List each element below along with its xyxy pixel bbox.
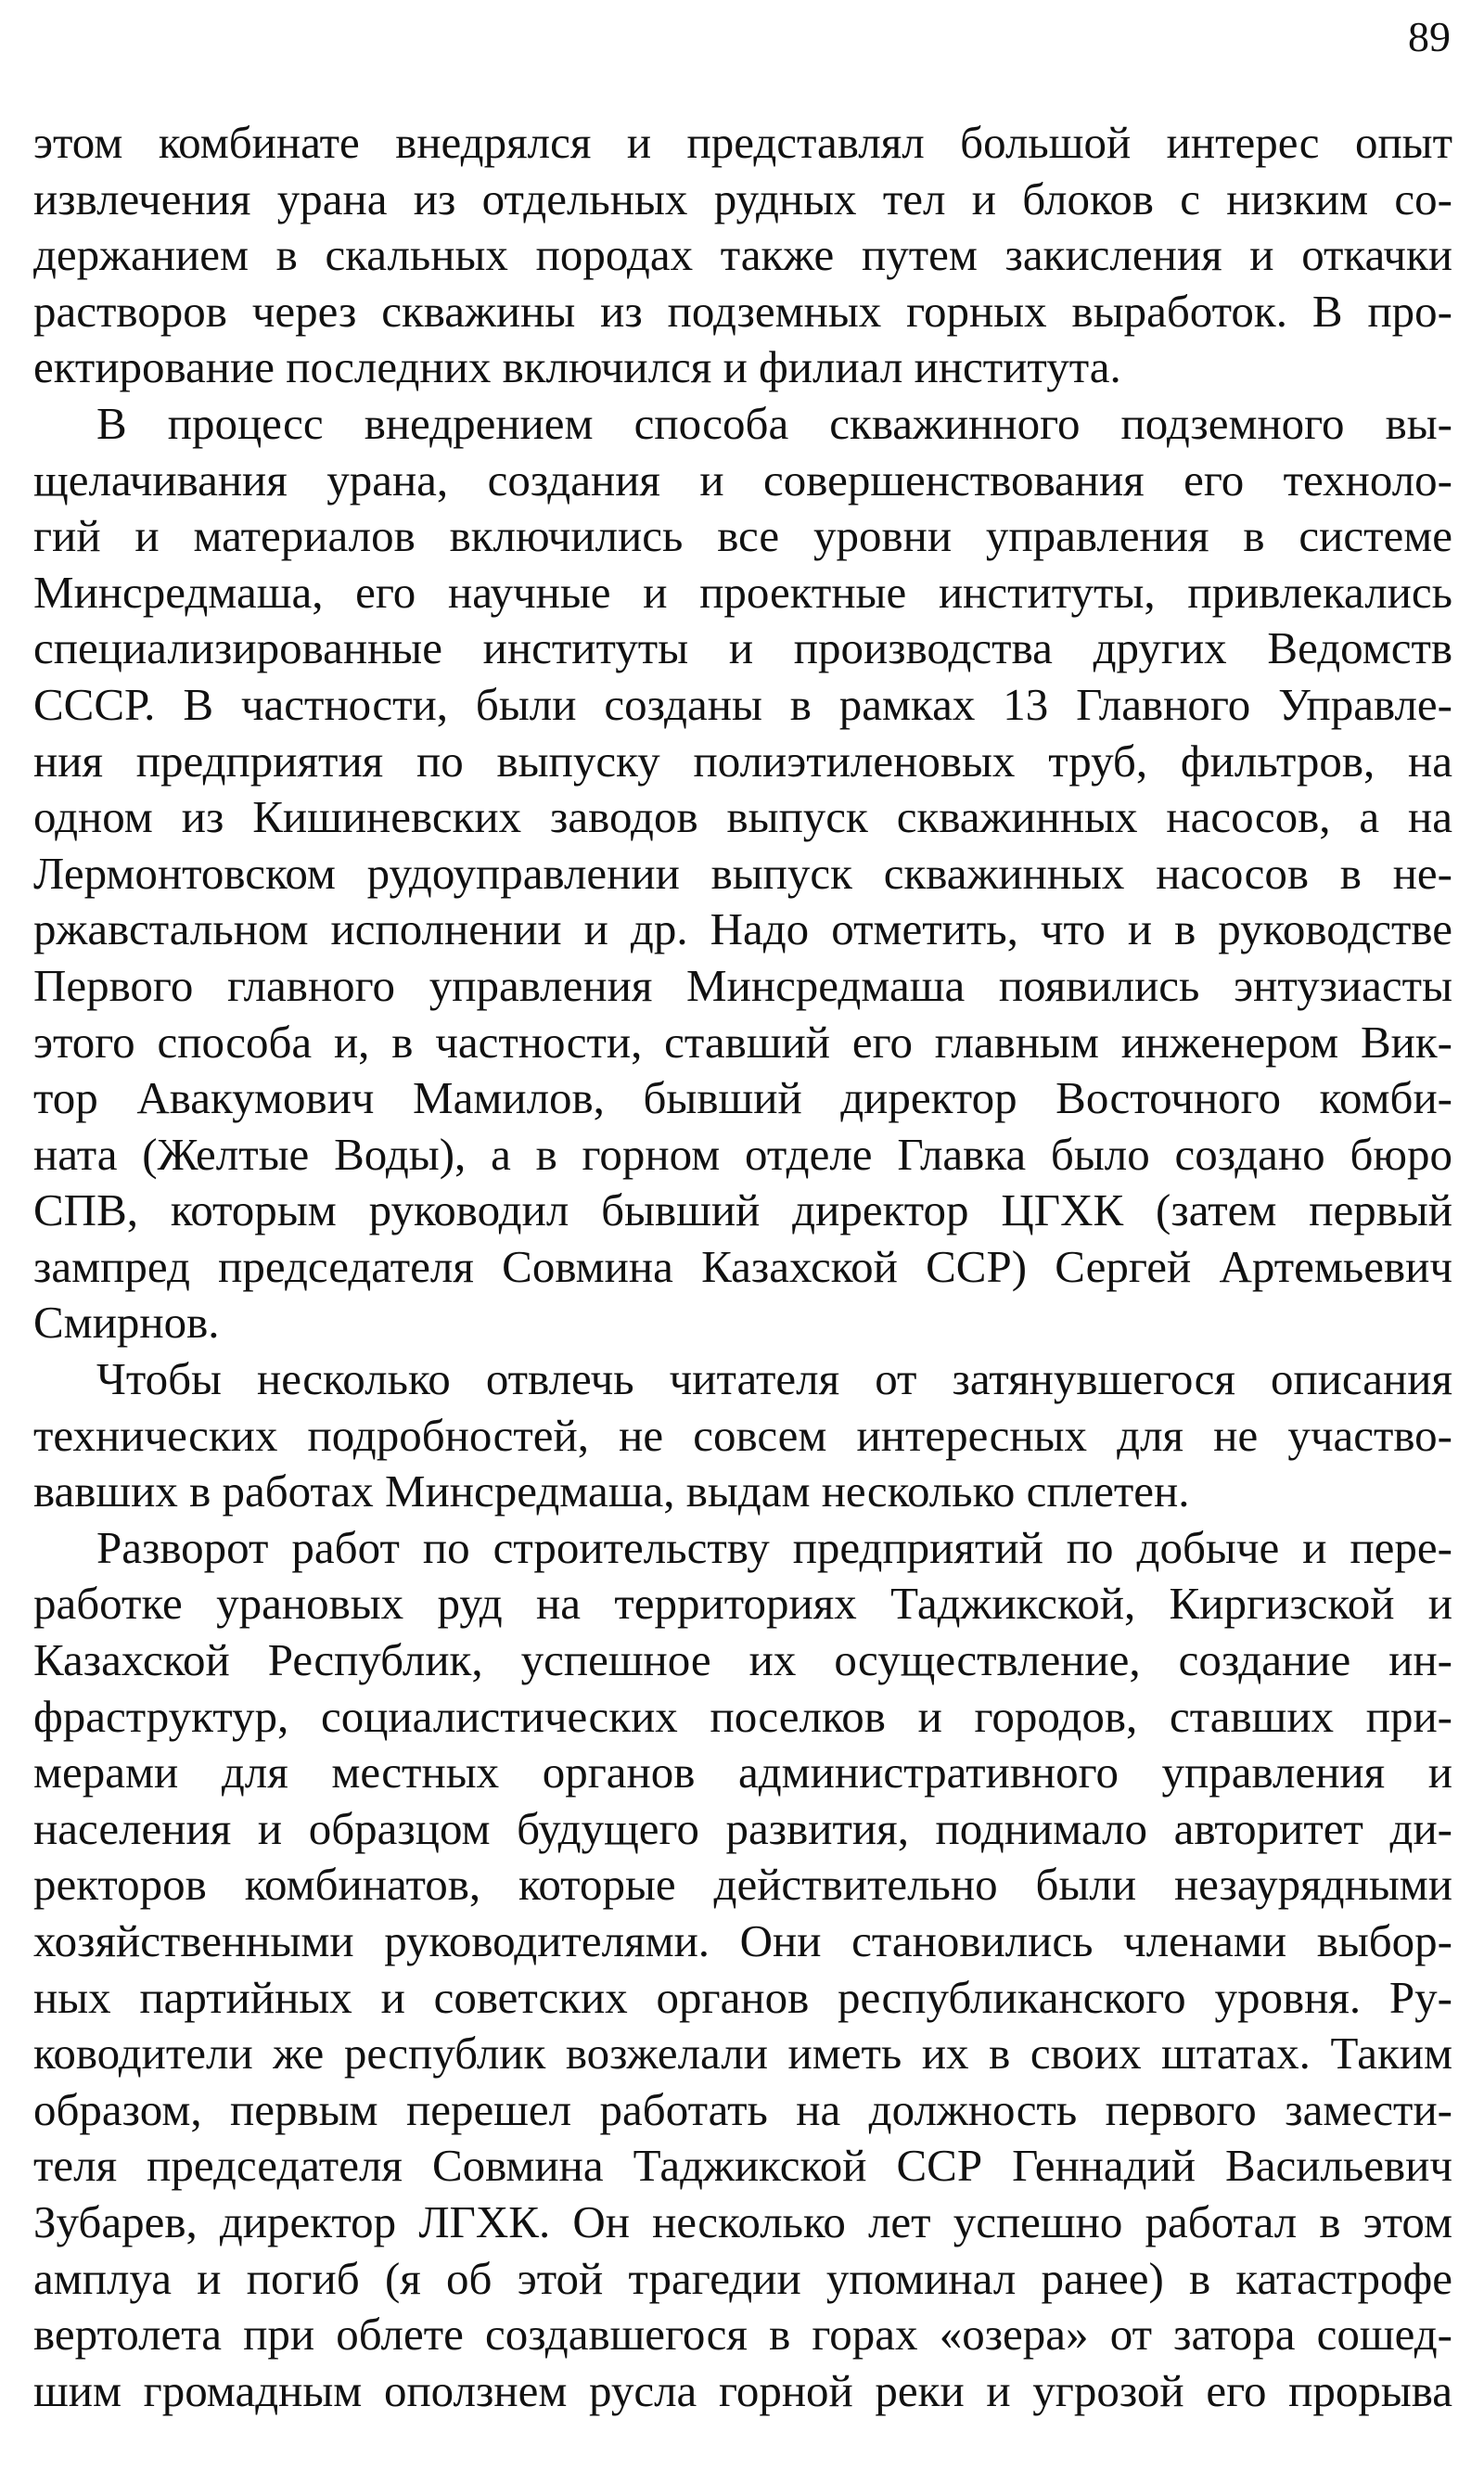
text-line: амплуа и погиб (я об этой трагедии упоминал ранее) в катастрофе [33,2252,1452,2304]
text-line: В процесс внедрением способа скважинного подземного вы- [96,397,1452,449]
paragraph [33,396,1452,1351]
text-line: Первого главного управления Минсредмаша появились энтузиасты [33,959,1452,1011]
text-line: растворов через скважины из подземных горных выработок. В про- [33,285,1452,337]
text-line: ржавстальном исполнении и др. Надо отметить, что и в руководстве [33,903,1452,955]
text-line: ных партийных и советских органов республиканского уровня. Ру- [33,1971,1452,2023]
text-line: Казахской Республик, успешное их осуществление, создание ин- [33,1634,1452,1686]
text-line: Зубарев, директор ЛГХК. Он несколько лет успешно работал в этом [33,2195,1452,2247]
text-line: зампред председателя Совмина Казахской ССР) Сергей Артемьевич [33,1240,1452,1292]
text-line: гий и материалов включились все уровни управления в системе [33,510,1452,562]
text-line: ководители же республик возжелали иметь их в своих штатах. Таким [33,2028,1452,2080]
text-line: ния предприятия по выпуску полиэтиленовых труб, фильтров, на [33,735,1452,787]
page-number: 89 [1408,13,1451,60]
text-line: тор Авакумович Мамилов, бывший директор Восточного комби- [33,1072,1452,1124]
text-line: населения и образцом будущего развития, поднимало авторитет ди- [33,1802,1452,1854]
text-line: работке урановых руд на территориях Таджикской, Киргизской и [33,1578,1452,1630]
text-line: специализированные институты и производства других Ведомств [33,622,1452,674]
text-line: этого способа и, в частности, ставший его главным инженером Вик- [33,1016,1452,1068]
paragraph [33,1351,1452,1520]
text-line: СПВ, которым руководил бывший директор ЦГХК (затем первый [33,1184,1452,1236]
text-line: Чтобы несколько отвлечь читателя от затянувшегося описания [96,1353,1452,1405]
text-line: Разворот работ по строительству предприятий по добыче и пере- [96,1521,1452,1573]
text-line: теля председателя Совмина Таджикской ССР Геннадий Васильевич [33,2140,1452,2192]
text-line: щелачивания урана, создания и совершенствования его техноло- [33,454,1452,506]
text-line: ната (Желтые Воды), а в горном отделе Главка было создано бюро [33,1128,1452,1180]
text-line: мерами для местных органов административного управления и [33,1747,1452,1798]
text-line: одном из Кишиневских заводов выпуск скважинных насосов, а на [33,791,1452,843]
text-line: технических подробностей, не совсем интересных для не участво- [33,1409,1452,1461]
text-line: вавших в работах Минсредмаша, выдам несколько сплетен. [33,1465,1190,1517]
text-line: ектирование последних включился и филиал института. [33,341,1121,393]
text-line: образом, первым перешел работать на должность первого замести- [33,2083,1452,2135]
text-line: этом комбинате внедрялся и представлял большой интерес опыт [33,117,1452,168]
text-line: шим громадным оползнем русла горной реки и угрозой его прорыва [33,2364,1452,2416]
text-line: фраструктур, социалистических поселков и городов, ставших при- [33,1690,1452,1742]
paragraph [33,115,1452,396]
text-line: Лермонтовском рудоуправлении выпуск скважинных насосов в не- [33,847,1452,899]
text-line: вертолета при облете создавшегося в горах «озера» от затора сошед- [33,2309,1452,2361]
text-line: держанием в скальных породах также путем закисления и откачки [33,229,1452,281]
text-body [33,115,1452,2419]
text-line: ректоров комбинатов, которые действительно были незаурядными [33,1859,1452,1911]
paragraph [33,1520,1452,2420]
text-line: Смирнов. [33,1297,220,1349]
text-line: хозяйственными руководителями. Они становились членами выбор- [33,1915,1452,1966]
text-line: Минсредмаша, его научные и проектные институты, привлекались [33,566,1452,618]
text-line: извлечения урана из отдельных рудных тел и блоков с низким со- [33,173,1452,224]
text-line: СССР. В частности, были созданы в рамках 13 Главного Управле- [33,678,1452,730]
